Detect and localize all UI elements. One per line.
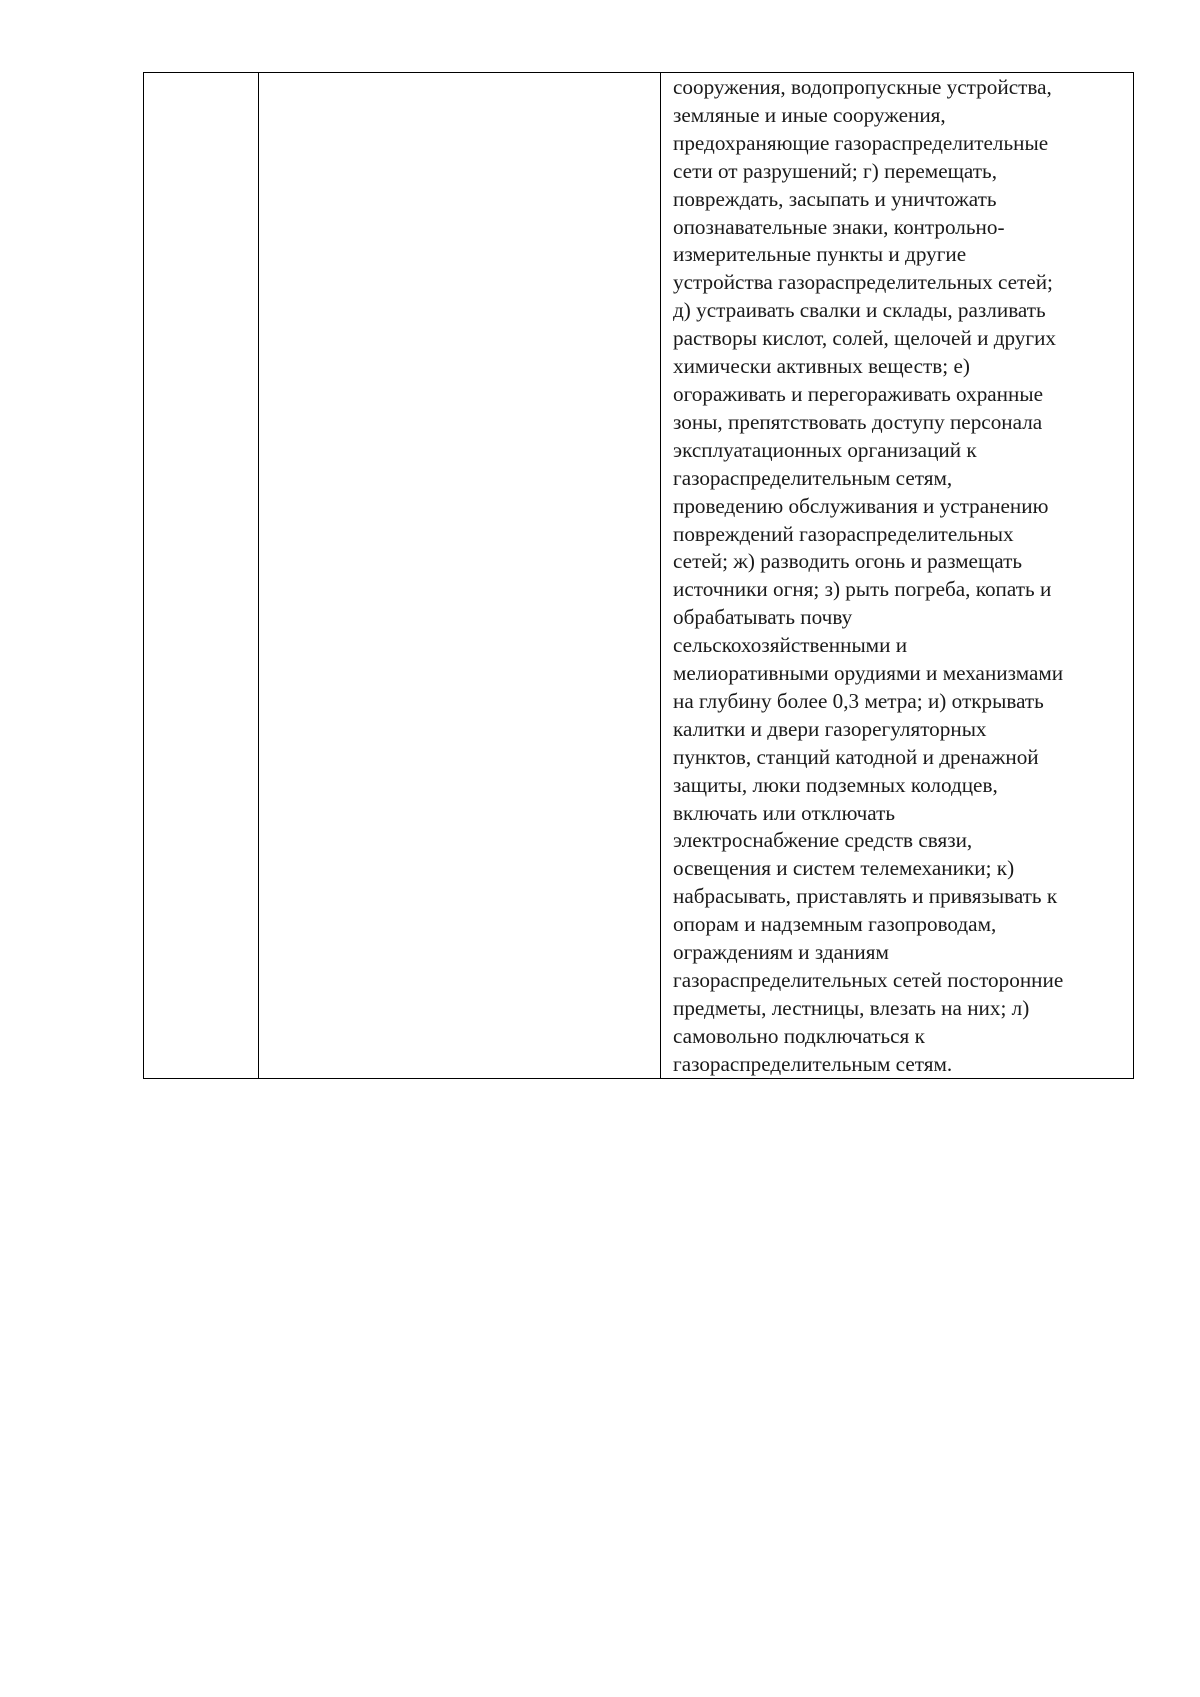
text-line: сетей; ж) разводить огонь и размещать	[673, 549, 1023, 574]
text-line: растворы кислот, солей, щелочей и других	[673, 326, 1057, 351]
text-line: д) устраивать свалки и склады, разливать	[673, 298, 1046, 323]
text-line: повреждать, засыпать и уничтожать	[673, 186, 997, 211]
text-line: предметы, лестницы, влезать на них; л)	[673, 995, 1030, 1020]
text-line: самовольно подключаться к	[673, 1023, 925, 1048]
text-line: сооружения, водопропускные устройства,	[673, 75, 1052, 99]
text-line: ограждениям и зданиям	[673, 940, 889, 965]
text-line: источники огня; з) рыть погреба, копать и	[673, 577, 1052, 602]
text-line: включать или отключать	[673, 800, 896, 825]
text-line: проведению обслуживания и устранению	[673, 493, 1049, 518]
restrictions-paragraph	[673, 74, 1133, 1079]
text-line: сельскохозяйственными и	[673, 633, 908, 658]
text-line: защиты, люки подземных колодцев,	[673, 772, 998, 797]
text-line: сети от разрушений; г) перемещать,	[673, 158, 998, 183]
table-cell-restrictions	[661, 73, 1133, 1078]
text-line: газораспределительных сетей посторонние	[673, 968, 1064, 992]
text-line: измерительные пункты и другие	[673, 242, 967, 267]
text-line: повреждений газораспределительных	[673, 521, 1014, 546]
text-line: мелиоративными орудиями и механизмами	[673, 661, 1064, 686]
table-cell-description	[259, 73, 661, 1078]
text-line: пунктов, станций катодной и дренажной	[673, 744, 1039, 769]
table-cell-number	[144, 73, 259, 1078]
text-line: обрабатывать почву	[673, 605, 853, 630]
text-line: химически активных веществ; е)	[673, 354, 970, 379]
text-line: газораспределительным сетям,	[673, 465, 953, 490]
text-line: эксплуатационных организаций к	[673, 437, 977, 462]
document-table	[143, 72, 1134, 1079]
text-line: опознавательные знаки, контрольно-	[673, 214, 1005, 239]
text-line: электроснабжение средств связи,	[673, 828, 973, 853]
text-line: земляные и иные сооружения,	[673, 102, 946, 127]
text-line: газораспределительным сетям.	[673, 1051, 953, 1076]
text-line: устройства газораспределительных сетей;	[673, 270, 1053, 295]
text-line: опорам и надземным газопроводам,	[673, 912, 997, 937]
text-line: огораживать и перегораживать охранные	[673, 381, 1044, 406]
text-line: набрасывать, приставлять и привязывать к	[673, 884, 1058, 909]
text-line: зоны, препятствовать доступу персонала	[673, 409, 1043, 434]
text-line: на глубину более 0,3 метра; и) открывать	[673, 688, 1044, 713]
text-line: калитки и двери газорегуляторных	[673, 716, 987, 741]
text-line: освещения и систем телемеханики; к)	[673, 856, 1015, 881]
text-line: предохраняющие газораспределительные	[673, 130, 1049, 155]
